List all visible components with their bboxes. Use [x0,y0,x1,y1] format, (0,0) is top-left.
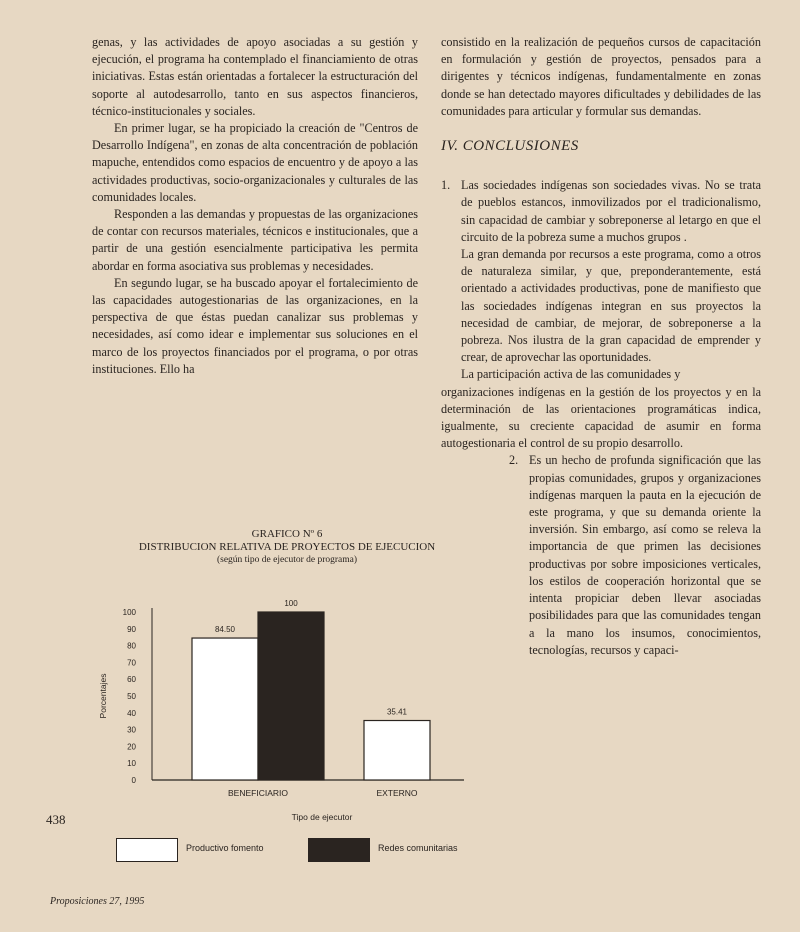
y-tick-label: 50 [127,692,136,701]
paragraph: organizaciones indígenas en la gestión de los proyectos y en la determinación de las orientaciones programáticas indica, igualmente, su creciente capacidad de asumir en forma autogestionaria el control de su propio desarrollo. [441,384,761,451]
bar-value-label: 35.41 [386,707,408,717]
y-axis-label: Porcentajes [98,673,108,719]
item-number: 2. [509,453,519,468]
chart-header [92,528,482,567]
y-tick-label: 80 [127,641,136,651]
section-heading: IV. CONCLUSIONES [441,138,579,155]
chart-caption: (según tipo de ejecutor de programa) [216,555,358,565]
y-tick-label: 30 [127,725,136,735]
paragraph: consistido en la realización de pequeños cursos de capacitación en formulación y gestión de proyectos, pensados para a dirigentes y técnicos indígenas, fundamentalmente en zonas donde se han detectado mayores dificultades y debilidades de las comunidades para articular y formular sus demandas. [441,35,761,118]
y-tick-label: 60 [127,675,136,685]
item-number: 1. [441,178,451,193]
y-tick-label: 40 [127,708,136,718]
paragraph: La gran demanda por recursos a este programa, como a otros de naturaleza similar, y que, preponderantemente, está orientado a actividades productivas, pone de manifiesto que las sociedades indígenas integran en sus proyectos la necesidad de cambiar, de mejorar, de sobreponerse a la pobreza. Nos ilustra de la gran capacidad de emprender y crear, de aprovechar las oportunidades. [461,247,761,365]
legend-swatch-fomento [116,838,178,862]
y-tick-label: 100 [122,608,136,617]
chart-bar [192,638,258,780]
chart-legend [116,838,476,864]
y-tick-label: 70 [127,658,136,668]
footer-citation: Proposiciones 27, 1995 [50,896,145,907]
bar-value-label: 84.50 [214,625,236,635]
legend-label-redes: Redes comunitarias [378,843,458,853]
chart-subtitle: DISTRIBUCION RELATIVA DE PROYECTOS DE EJECUCION [138,541,436,553]
bar-value-label: 100 [284,599,298,608]
bar-chart [92,590,482,830]
paragraph: La participación activa de las comunidades y [461,367,681,382]
y-tick-label: 0 [131,776,136,785]
x-axis-label: Tipo de ejecutor [291,812,353,822]
conclusion-item-1 [441,177,761,383]
y-tick-label: 90 [127,624,136,634]
y-tick-label: 10 [127,759,136,769]
y-tick-label: 20 [127,742,136,752]
right-text-column [441,34,761,659]
left-text-column [92,34,418,378]
page-number: 438 [46,812,66,827]
paragraph: En primer lugar, se ha propiciado la creación de "Centros de Desarrollo Indígena", en zonas de alta concentración de población mapuche, entendidos como espacios de encuentro y de apoyo a las actividades productivas, socio-organizacionales y culturales de las comunidades locales. [92,121,418,204]
chart-bar [364,721,430,780]
paragraph: Es un hecho de profunda significación que las propias comunidades, grupos y organizaciones indígenas marquen la pauta en la ejecución de este programa, y que su demanda oriente la inversión. Sin embargo, así como se releva la importancia de que primen las decisiones productivas por sobre imposiciones verticales, los estilos de cooperación horizontal que se intenta propiciar deben llevar asociadas posibilidades para que las comunidades tengan a la mano los insumos, conocimientos, tecnologías, recursos y capaci- [529,453,761,657]
chart-bar [258,612,324,780]
legend-swatch-redes [308,838,370,862]
paragraph: Responden a las demandas y propuestas de las organizaciones de contar con recursos materiales, técnicos e institucionales, que a partir de una gestión esencialmente participativa les permita abordar en forma asociativa sus problemas y necesidades. [92,207,418,273]
paragraph: Las sociedades indígenas son sociedades vivas. No se trata de pueblos estancos, inmovilizados por el tradicionalismo, sin capacidad de cambiar y sobreponerse al letargo en que el circuito de la pobreza sume a muchos grupos . [461,178,761,244]
legend-label-fomento: Productivo fomento [186,843,264,853]
paragraph: genas, y las actividades de apoyo asociadas a su gestión y ejecución, el programa ha contemplado el financiamiento de otras iniciativas. Estas están orientadas a fortalecer la estructuración del soporte al autodesarrollo, tanto en sus aspectos financieros, técnico-institucionales y sociales. [92,35,418,118]
chart-title: GRAFICO Nº 6 [251,528,323,540]
x-tick-label: BENEFICIARIO [228,788,288,798]
conclusion-item-2 [509,452,761,658]
paragraph: En segundo lugar, se ha buscado apoyar el fortalecimiento de las capacidades autogestionarias de las organizaciones, en la perspectiva de que éstas puedan canalizar sus problemas y necesidades, así como idear e implementar sus soluciones en el marco de los proyectos financiados por el programa, o por otras instituciones. Ello ha [92,275,418,376]
x-tick-label: EXTERNO [376,788,418,798]
